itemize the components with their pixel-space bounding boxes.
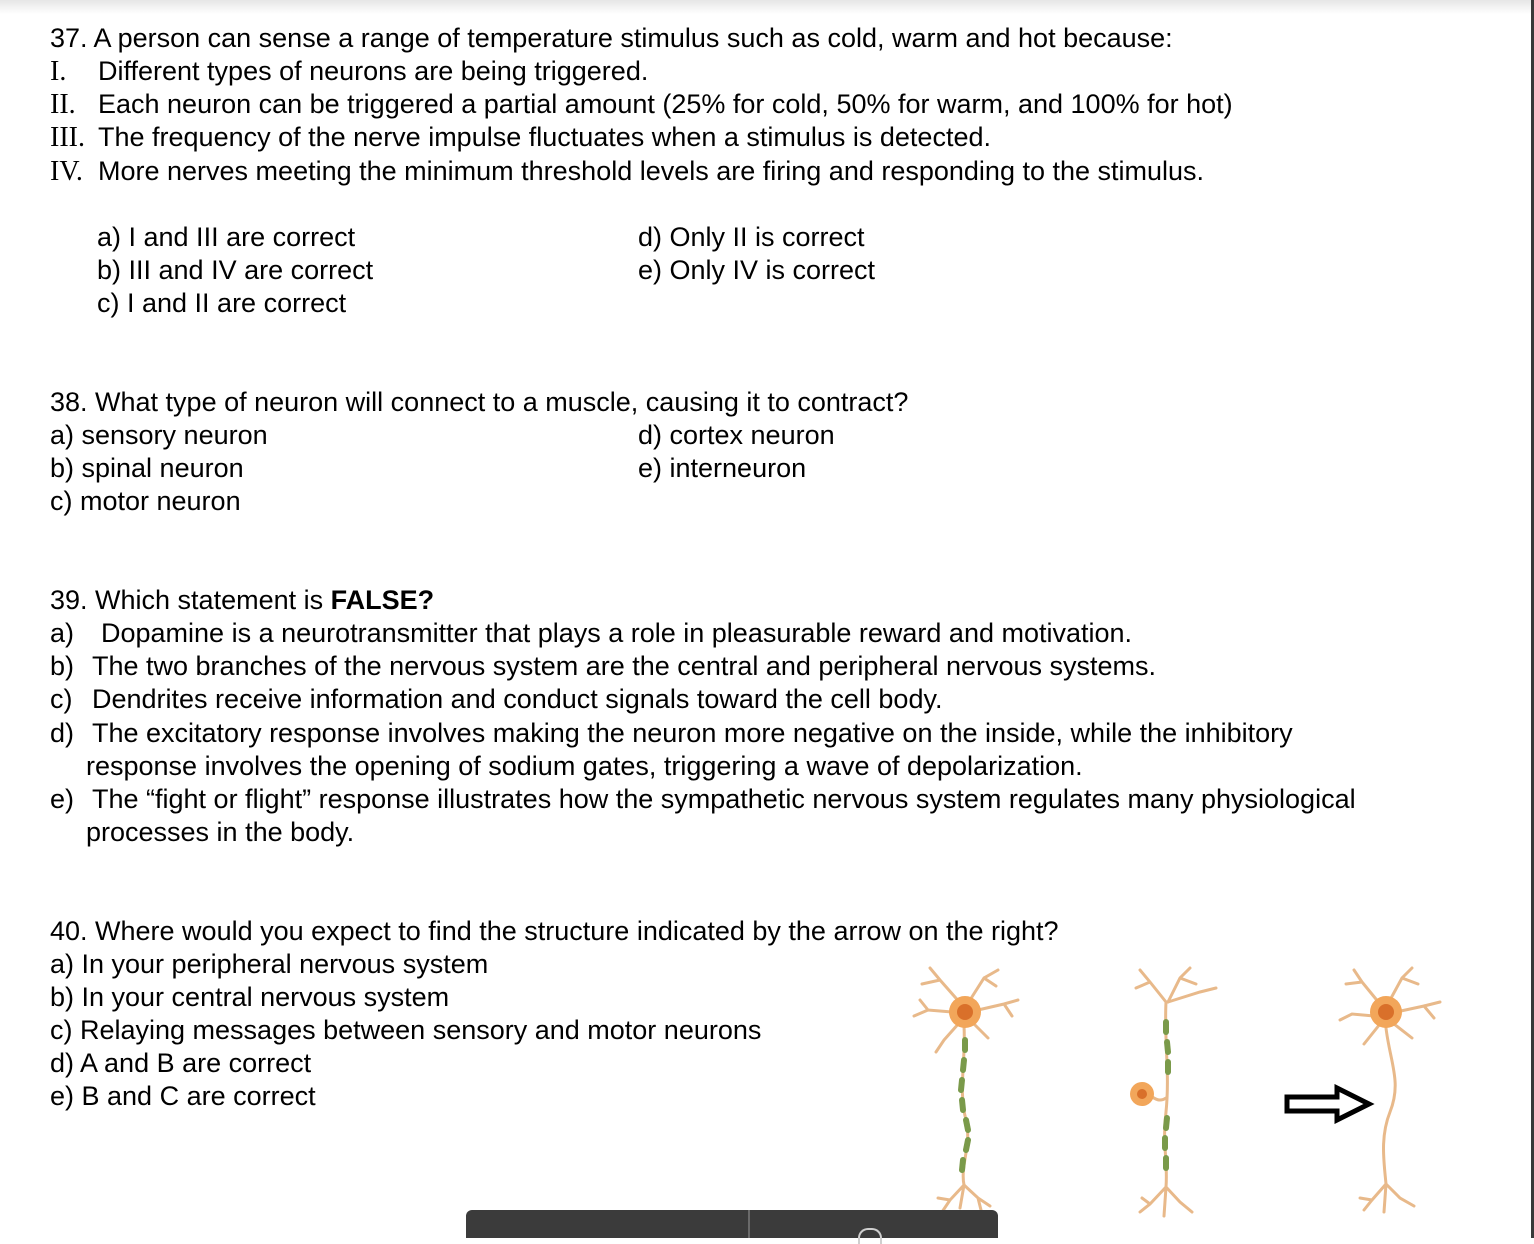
- interneuron-illustration: [1330, 962, 1450, 1224]
- q38-option-b: b) spinal neuron: [50, 453, 244, 483]
- q38-stem: 38. What type of neuron will connect to a muscle, causing it to contract?: [50, 387, 909, 417]
- q40-option-b: b) In your central nervous system: [50, 982, 450, 1012]
- q38-option-d: d) cortex neuron: [638, 420, 835, 450]
- q40-option-c: c) Relaying messages between sensory and motor neurons: [50, 1015, 762, 1045]
- q37-option-e: e) Only IV is correct: [638, 255, 876, 285]
- toolbar-indicator-icon[interactable]: [858, 1228, 882, 1244]
- q40-option-d: d) A and B are correct: [50, 1048, 312, 1078]
- q37-stem: 37. A person can sense a range of temperature stimulus such as cold, warm and hot because:: [50, 23, 1173, 53]
- q40-option-a: a) In your peripheral nervous system: [50, 949, 489, 979]
- sensory-neuron-illustration: [1110, 962, 1230, 1227]
- q39-option-c: c) Dendrites receive information and conduct signals toward the cell body.: [50, 684, 943, 714]
- q40-option-e: e) B and C are correct: [50, 1081, 316, 1111]
- q39-option-a: a) Dopamine is a neurotransmitter that plays a role in pleasurable reward and motivation.: [50, 618, 1133, 648]
- q39-option-e: e) The “fight or flight” response illustrates how the sympathetic nervous system regulates many physiological: [50, 784, 1356, 814]
- q37-statement-4: IV. More nerves meeting the minimum threshold levels are firing and responding to the stimulus.: [50, 156, 1205, 187]
- bottom-toolbar[interactable]: [466, 1210, 998, 1238]
- q39-option-d-line2: response involves the opening of sodium gates, triggering a wave of depolarization.: [86, 751, 1083, 781]
- q37-statement-1: I. Different types of neurons are being triggered.: [50, 56, 649, 87]
- q39-false-emphasis: FALSE?: [330, 585, 435, 615]
- q38-option-a: a) sensory neuron: [50, 420, 268, 450]
- q37-option-a: a) I and III are correct: [97, 222, 356, 252]
- window-top-bar: [0, 0, 1534, 14]
- q37-option-d: d) Only II is correct: [638, 222, 865, 252]
- q39-stem: 39. Which statement is FALSE?: [50, 585, 435, 615]
- q38-option-c: c) motor neuron: [50, 486, 241, 516]
- q40-stem: 40. Where would you expect to find the structure indicated by the arrow on the right?: [50, 916, 1059, 946]
- q39-option-b: b) The two branches of the nervous system are the central and peripheral nervous systems.: [50, 651, 1157, 681]
- q37-option-b: b) III and IV are correct: [97, 255, 374, 285]
- q39-option-e-line2: processes in the body.: [86, 817, 355, 847]
- toolbar-divider: [748, 1210, 750, 1238]
- q37-statement-3: III. The frequency of the nerve impulse fluctuates when a stimulus is detected.: [50, 122, 991, 153]
- q39-option-d: d) The excitatory response involves making the neuron more negative on the inside, while the inhibitory: [50, 718, 1293, 748]
- q37-option-c: c) I and II are correct: [97, 288, 347, 318]
- motor-neuron-illustration: [900, 960, 1030, 1225]
- q37-statement-2: II. Each neuron can be triggered a partial amount (25% for cold, 50% for warm, and 100% for hot): [50, 89, 1233, 120]
- q38-option-e: e) interneuron: [638, 453, 807, 483]
